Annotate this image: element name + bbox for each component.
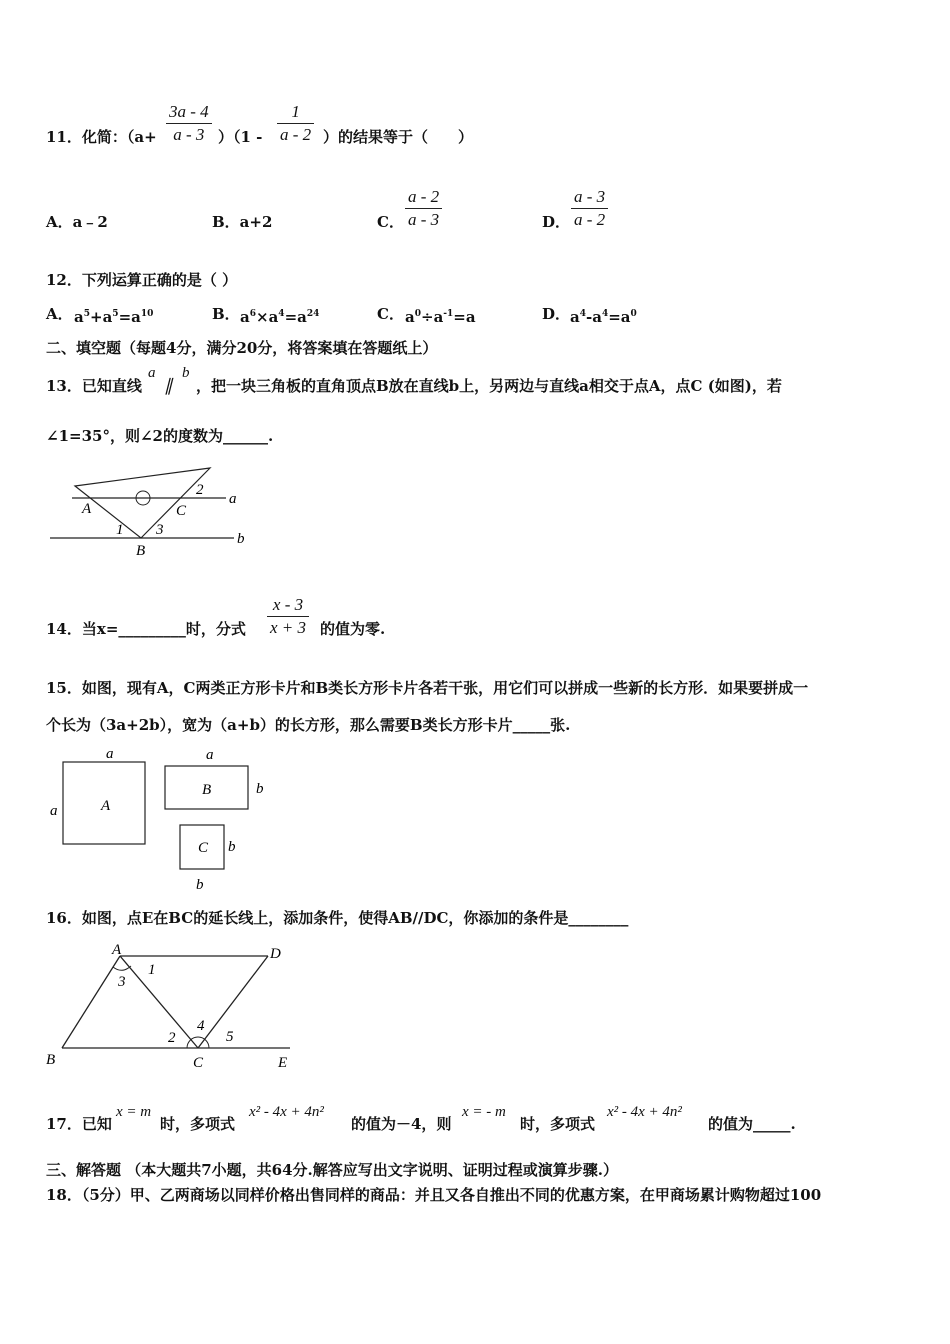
q13-parallel-symbol: ∥ <box>164 376 173 395</box>
q11-option-a: A．a﹣2 <box>46 213 108 231</box>
q16-label-C: C <box>193 1055 204 1071</box>
q17-stem-part-c: 的值为－4，则 <box>351 1115 452 1133</box>
section-3-heading: 三、解答题 （本大题共7小题，共64分.解答应写出文字说明、证明过程或演算步骤.） <box>46 1161 618 1179</box>
q12-option-c-math: $a^0\div a^{-1}=a$ <box>405 308 476 326</box>
q12-option-d-math: $a^4-a^4=a^0$ <box>570 308 637 326</box>
q13-label-C: C <box>176 503 187 519</box>
q12-option-b-math: $a^6\times a^4=a^{24}$ <box>240 308 320 326</box>
card-B-top-label: a <box>206 747 214 763</box>
card-C-bottom-label: b <box>196 877 204 893</box>
q15-stem-line2: 个长为（3a+2b），宽为（a+b）的长方形，那么需要B类长方形卡片_____张. <box>46 716 571 734</box>
q13-stem-rest: ，把一块三角板的直角顶点B放在直线b上，另两边与直线a相交于点A，点C (如图)，若 <box>196 377 782 395</box>
card-C-center-label: C <box>198 840 209 856</box>
q17-condition-1: x = m <box>116 1104 152 1120</box>
card-A-top-label: a <box>106 746 114 762</box>
q17-stem-end: 的值为_____. <box>708 1115 796 1133</box>
q11-stem-start: 11．化简：（a+ <box>46 128 157 146</box>
q13-label-b: b <box>237 531 245 547</box>
q13-label-a: a <box>229 491 237 507</box>
q12-option-c-label: C． <box>377 305 404 323</box>
q17-polynomial-1: x² - 4x + 4n² <box>249 1104 324 1120</box>
q16-label-2: 2 <box>168 1030 176 1046</box>
q16-label-D: D <box>270 946 281 962</box>
q13-label-B: B <box>136 543 146 559</box>
q14-stem-start: 14．当x=_________时，分式 <box>46 620 246 638</box>
q11-option-b: B．a+2 <box>212 213 273 231</box>
q13-var-b: b <box>182 365 190 381</box>
q17-condition-2: x = - m <box>462 1104 506 1120</box>
q17-stem-part-d: 时，多项式 <box>520 1115 596 1133</box>
q12-option-a-math: $a^5+a^5=a^{10}$ <box>74 308 154 326</box>
card-A-center-label: A <box>101 798 111 814</box>
q14-fraction: $\frac{x - 3}{x + 3}$ <box>267 594 309 639</box>
q17-stem-part-b: 时，多项式 <box>160 1115 236 1133</box>
q11-option-d-fraction: $\frac{a - 3}{a - 2}$ <box>571 186 608 231</box>
q16-label-A: A <box>112 942 122 958</box>
q13-label-3: 3 <box>156 522 164 538</box>
q13-var-a: a <box>148 365 156 381</box>
card-B-right-label: b <box>256 781 264 797</box>
q18-stem: 18．（5分）甲、乙两商场以同样价格出售同样的商品：并且又各自推出不同的优惠方案，在甲商场累计购物超过100 <box>46 1186 822 1204</box>
q11-option-c-fraction: $\frac{a - 2}{a - 3}$ <box>405 186 442 231</box>
q12-option-b-label: B． <box>212 305 240 323</box>
q13-label-A: A <box>82 501 92 517</box>
q12-option-a-label: A． <box>46 305 73 323</box>
card-C-right-label: b <box>228 839 236 855</box>
q11-option-c-label: C． <box>377 213 404 231</box>
q16-label-1: 1 <box>148 962 156 978</box>
q16-label-4: 4 <box>197 1018 205 1034</box>
q13-stem-line2: ∠1=35°，则∠2的度数为______. <box>46 427 274 445</box>
q16-label-E: E <box>278 1055 288 1071</box>
card-A-left-label: a <box>50 803 58 819</box>
q11-stem-middle: ）（1 - <box>218 128 263 146</box>
q16-label-3: 3 <box>118 974 126 990</box>
card-B-center-label: B <box>202 782 212 798</box>
q14-stem-end: 的值为零. <box>320 620 386 638</box>
q13-stem-start: 13．已知直线 <box>46 377 142 395</box>
q12-option-d-label: D． <box>542 305 571 323</box>
q11-option-d-label: D． <box>542 213 571 231</box>
q16-label-B: B <box>46 1052 56 1068</box>
q15-stem-line1: 15．如图，现有A，C两类正方形卡片和B类长方形卡片各若干张，用它们可以拼成一些新的长方形．如果要拼成一 <box>46 679 809 697</box>
q12-stem: 12．下列运算正确的是（ ） <box>46 271 238 289</box>
q17-polynomial-2: x² - 4x + 4n² <box>607 1104 682 1120</box>
section-2-heading: 二、填空题（每题4分，满分20分，将答案填在答题纸上） <box>46 339 438 357</box>
q16-stem: 16．如图，点E在BC的延长线上，添加条件，使得AB//DC，你添加的条件是________ <box>46 909 629 927</box>
q11-fraction-1: $\frac{3a - 4}{a - 3}$ <box>166 101 212 146</box>
q13-label-2: 2 <box>196 482 204 498</box>
q16-label-5: 5 <box>226 1029 234 1045</box>
q11-stem-end: ）的结果等于（ ） <box>323 128 474 146</box>
q13-label-1: 1 <box>116 522 124 538</box>
q17-stem-start: 17．已知 <box>46 1115 112 1133</box>
q11-fraction-2: $\frac{1}{a - 2}$ <box>277 101 314 146</box>
